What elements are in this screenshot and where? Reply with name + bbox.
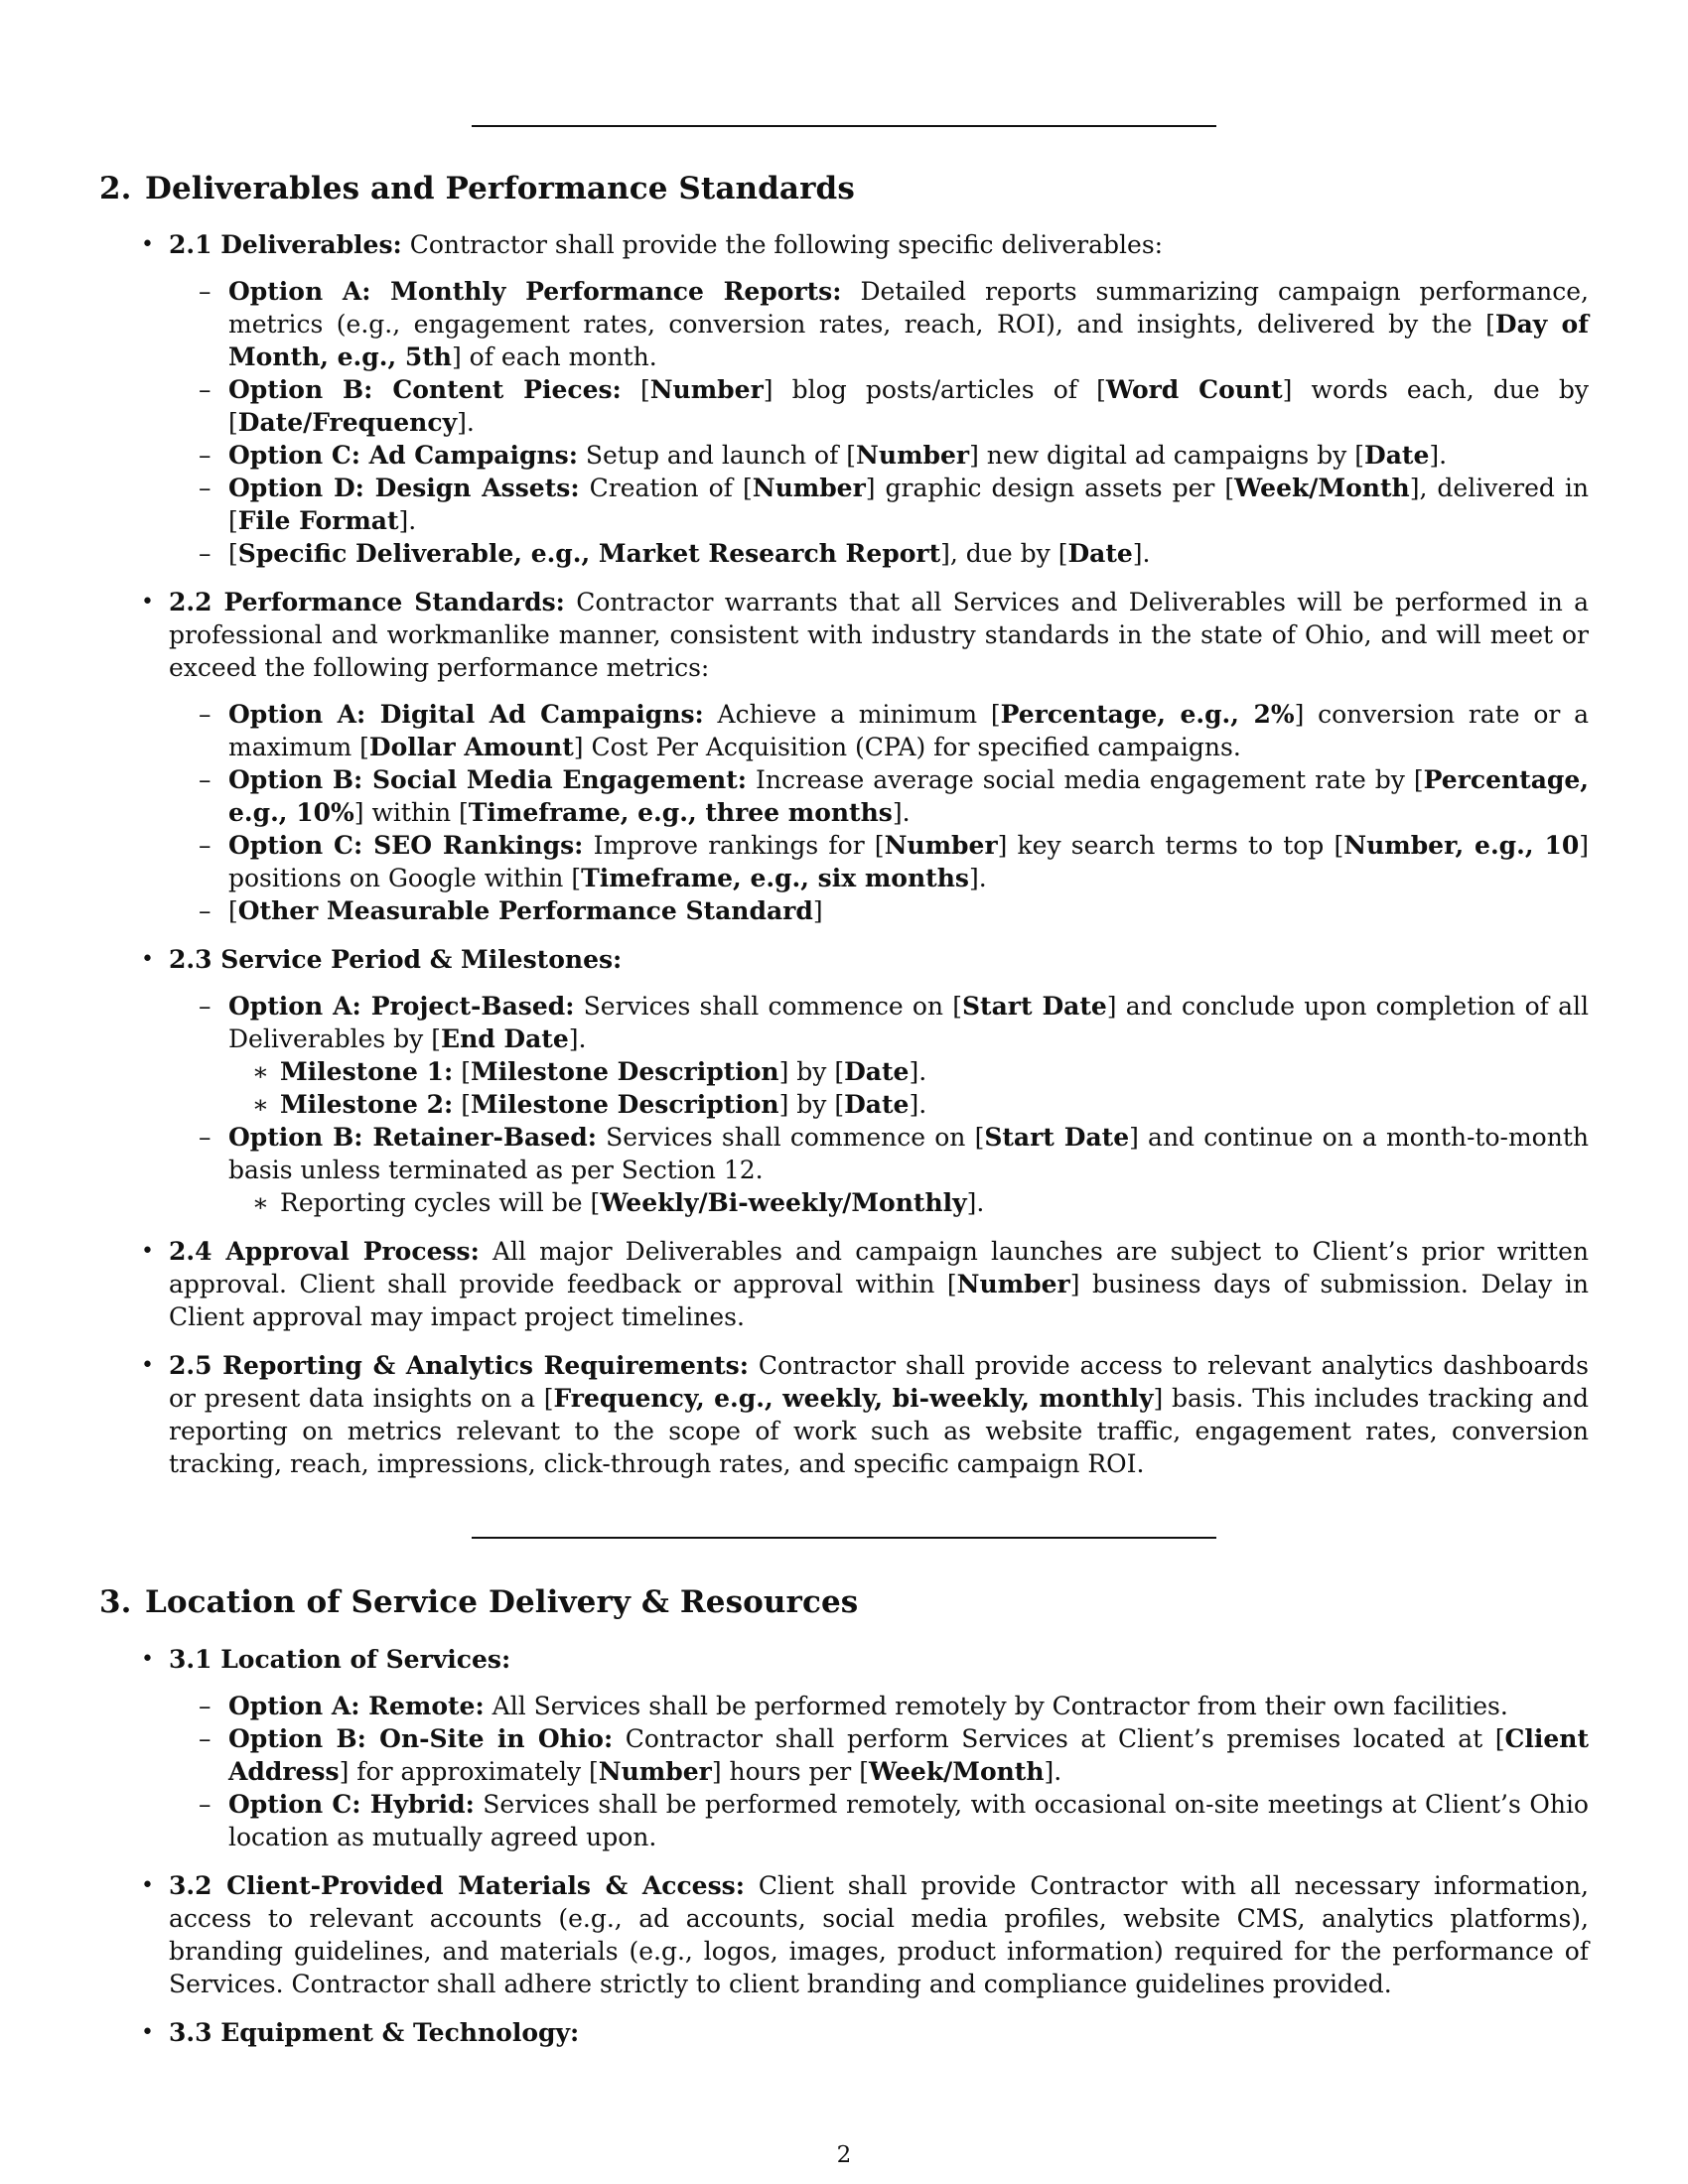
sub-list bbox=[199, 1690, 1589, 1853]
placeholder-field: End Date bbox=[441, 1024, 569, 1053]
milestone-label: Milestone 2: bbox=[280, 1090, 454, 1119]
text: ] basis. This includes tracking and reporting on metrics relevant to the scope of work such as website traffic, engagement rates, conversion tracking, reach, impressions, click-through rates, and specific campaign ROI. bbox=[169, 1384, 1589, 1478]
bullet-icon: • bbox=[141, 2020, 154, 2045]
asterisk-icon: ∗ bbox=[252, 1188, 269, 1217]
list-item-2-3 bbox=[141, 943, 1589, 976]
bullet-icon: • bbox=[141, 1647, 154, 1672]
sub-item bbox=[199, 275, 1589, 373]
option-label: Option A: Project-Based: bbox=[228, 992, 575, 1021]
option-label: Option B: Content Pieces: bbox=[228, 375, 622, 404]
text: [ bbox=[461, 1057, 471, 1086]
milestone-item bbox=[252, 1055, 1589, 1088]
text: Contractor shall provide access to relevant analytics dashboards or present data insights on a [ bbox=[169, 1351, 1590, 1413]
dash-icon: – bbox=[199, 1724, 211, 1753]
list-item-2-4 bbox=[141, 1235, 1589, 1333]
milestone-list bbox=[252, 1055, 1589, 1121]
sub-item bbox=[199, 698, 1589, 763]
option-label: Option B: On-Site in Ohio: bbox=[228, 1724, 614, 1753]
item-label: 3.3 Equipment & Technology: bbox=[169, 2018, 580, 2047]
text: Services shall commence on [ bbox=[606, 1123, 985, 1152]
placeholder-field: Percentage, e.g., 10% bbox=[228, 765, 1590, 827]
dash-icon: – bbox=[199, 539, 211, 568]
placeholder-field: Number, e.g., 10 bbox=[1343, 831, 1580, 860]
section-heading bbox=[99, 171, 855, 206]
text: Detailed reports summarizing campaign performance, metrics (e.g., engagement rates, conversion rates, reach, ROI), and insights, delivered by the [ bbox=[228, 277, 1589, 339]
section-title: Location of Service Delivery & Resources bbox=[145, 1584, 859, 1620]
text: ] words each, due by [ bbox=[228, 375, 1589, 437]
text: ] of each month. bbox=[451, 342, 657, 371]
text: ]. bbox=[1044, 1757, 1062, 1786]
sub-item bbox=[199, 894, 1589, 927]
text: ] hours per [ bbox=[711, 1757, 869, 1786]
dash-icon: – bbox=[199, 375, 211, 404]
sub-list bbox=[199, 698, 1590, 927]
text: Services shall commence on [ bbox=[583, 992, 962, 1021]
section-title: Deliverables and Performance Standards bbox=[145, 171, 855, 206]
text: ]. bbox=[398, 506, 417, 535]
milestone-label: Milestone 1: bbox=[280, 1057, 454, 1086]
text: ] and conclude upon completion of all Deliverables by [ bbox=[228, 992, 1589, 1053]
placeholder-field: Day of Month, e.g., 5th bbox=[228, 310, 1589, 371]
sub-item bbox=[199, 472, 1590, 537]
list-item-2-2 bbox=[141, 586, 1590, 684]
dash-icon: – bbox=[199, 831, 211, 860]
text: ]. bbox=[1132, 539, 1151, 568]
text: ]. bbox=[909, 1057, 927, 1086]
text: Services shall be performed remotely, with occasional on-site meetings at Client’s Ohio location as mutually agreed upon. bbox=[228, 1790, 1589, 1851]
placeholder-field: Number bbox=[598, 1757, 712, 1786]
placeholder-field: Milestone Description bbox=[471, 1057, 779, 1086]
bullet-icon: • bbox=[141, 1353, 154, 1378]
text: ] graphic design assets per [ bbox=[865, 474, 1235, 502]
text: ], due by [ bbox=[940, 539, 1068, 568]
text: ]. bbox=[966, 1188, 985, 1217]
placeholder-field: Weekly/Bi-weekly/Monthly bbox=[600, 1188, 967, 1217]
list-item-3-3 bbox=[141, 2016, 1589, 2049]
text: ], delivered in [ bbox=[228, 474, 1590, 535]
placeholder-field: Client Address bbox=[228, 1724, 1589, 1786]
item-label: 3.1 Location of Services: bbox=[169, 1645, 511, 1674]
list-item-3-2 bbox=[141, 1869, 1589, 2000]
option-label: Option B: Social Media Engagement: bbox=[228, 765, 747, 794]
text: ]. bbox=[968, 864, 987, 892]
sub-item bbox=[199, 439, 1589, 472]
placeholder-field: Number bbox=[856, 441, 970, 470]
item-label: 2.2 Performance Standards: bbox=[169, 588, 565, 616]
placeholder-field: Week/Month bbox=[1234, 474, 1410, 502]
dash-icon: – bbox=[199, 1692, 211, 1720]
bullet-icon: • bbox=[141, 1239, 154, 1264]
placeholder-field: Timeframe, e.g., six months bbox=[581, 864, 969, 892]
sub-item bbox=[199, 1788, 1589, 1853]
placeholder-field: Number bbox=[752, 474, 866, 502]
text: ]. bbox=[892, 798, 911, 827]
item-label: 3.2 Client-Provided Materials & Access: bbox=[169, 1871, 745, 1900]
placeholder-field: File Format bbox=[237, 506, 399, 535]
dash-icon: – bbox=[199, 700, 211, 729]
dash-icon: – bbox=[199, 277, 211, 306]
horizontal-rule bbox=[472, 1537, 1216, 1539]
list-item-3-1 bbox=[141, 1643, 1589, 1676]
asterisk-icon: ∗ bbox=[252, 1090, 269, 1119]
option-label: Option C: Hybrid: bbox=[228, 1790, 475, 1819]
text: ] within [ bbox=[353, 798, 469, 827]
text: Increase average social media engagement rate by [ bbox=[756, 765, 1424, 794]
section-heading bbox=[99, 1584, 858, 1620]
bullet-icon: • bbox=[141, 947, 154, 972]
placeholder-field: Week/Month bbox=[868, 1757, 1045, 1786]
option-label: Option A: Remote: bbox=[228, 1692, 485, 1720]
item-text: Contractor warrants that all Services and Deliverables will be performed in a professional and workmanlike manner, consistent with industry standards in the state of Ohio, and will meet or exceed the following performance metrics: bbox=[169, 588, 1590, 682]
placeholder-field: Date bbox=[1364, 441, 1430, 470]
dash-icon: – bbox=[199, 474, 211, 502]
bullet-icon: • bbox=[141, 232, 154, 257]
dash-icon: – bbox=[199, 1123, 211, 1152]
sub-item bbox=[199, 373, 1589, 439]
sub-item bbox=[199, 1121, 1589, 1186]
section-number: 2. bbox=[99, 171, 132, 206]
text: ] and continue on a month-to-month basis unless terminated as per Section 12. bbox=[228, 1123, 1589, 1184]
placeholder-field: Specific Deliverable, e.g., Market Research Report bbox=[237, 539, 941, 568]
section-body bbox=[0, 1643, 1688, 2049]
placeholder-field: Milestone Description bbox=[471, 1090, 779, 1119]
item-label: 2.4 Approval Process: bbox=[169, 1237, 480, 1266]
text: Improve rankings for [ bbox=[593, 831, 885, 860]
text: Setup and launch of [ bbox=[585, 441, 857, 470]
text: ] blog posts/articles of [ bbox=[763, 375, 1106, 404]
sub-item bbox=[199, 990, 1589, 1055]
sub-list bbox=[199, 990, 1589, 1219]
text: ] Cost Per Acquisition (CPA) for specified campaigns. bbox=[573, 733, 1241, 761]
item-label: 2.5 Reporting & Analytics Requirements: bbox=[169, 1351, 749, 1380]
text: All Services shall be performed remotely by Contractor from their own facilities. bbox=[492, 1692, 1508, 1720]
placeholder-field: Date bbox=[1067, 539, 1133, 568]
option-label: Option C: Ad Campaigns: bbox=[228, 441, 578, 470]
dash-icon: – bbox=[199, 992, 211, 1021]
placeholder-field: Date bbox=[844, 1057, 910, 1086]
text: [ bbox=[461, 1090, 471, 1119]
text: ]. bbox=[1429, 441, 1448, 470]
asterisk-icon: ∗ bbox=[252, 1057, 269, 1086]
sub-item bbox=[199, 763, 1590, 829]
text: ] by [ bbox=[778, 1057, 845, 1086]
section-number: 3. bbox=[99, 1584, 132, 1620]
bullet-icon: • bbox=[141, 590, 154, 614]
page-number: 2 bbox=[836, 2142, 852, 2168]
reporting-list bbox=[252, 1186, 1589, 1219]
option-label: Option B: Retainer-Based: bbox=[228, 1123, 597, 1152]
placeholder-field: Start Date bbox=[961, 992, 1107, 1021]
horizontal-rule bbox=[472, 125, 1216, 127]
placeholder-field: Frequency, e.g., weekly, bi-weekly, monthly bbox=[553, 1384, 1154, 1413]
placeholder-field: Percentage, e.g., 2% bbox=[1000, 700, 1295, 729]
text: ]. bbox=[909, 1090, 927, 1119]
placeholder-field: Dollar Amount bbox=[368, 733, 574, 761]
placeholder-field: Word Count bbox=[1105, 375, 1283, 404]
text: ] positions on Google within [ bbox=[228, 831, 1590, 892]
text: ] conversion rate or a maximum [ bbox=[228, 700, 1589, 761]
sub-item bbox=[199, 1690, 1589, 1722]
item-label: 2.3 Service Period & Milestones: bbox=[169, 945, 623, 974]
milestone-item bbox=[252, 1088, 1589, 1121]
text: Creation of [ bbox=[589, 474, 753, 502]
sub-list bbox=[199, 275, 1590, 570]
list-item-2-5 bbox=[141, 1349, 1590, 1480]
text: Contractor shall perform Services at Client’s premises located at [ bbox=[625, 1724, 1505, 1753]
dash-icon: – bbox=[199, 765, 211, 794]
text: ] bbox=[812, 896, 823, 925]
sub-item bbox=[199, 537, 1589, 570]
placeholder-field: Start Date bbox=[984, 1123, 1130, 1152]
text: All major Deliverables and campaign launches are subject to Client’s prior written approval. Client shall provide feedback or approval within [ bbox=[169, 1237, 1589, 1298]
option-label: Option A: Monthly Performance Reports: bbox=[228, 277, 842, 306]
dash-icon: – bbox=[199, 441, 211, 470]
dash-icon: – bbox=[199, 896, 211, 925]
placeholder-field: Timeframe, e.g., three months bbox=[468, 798, 893, 827]
list-item-2-1 bbox=[141, 228, 1589, 261]
option-label: Option C: SEO Rankings: bbox=[228, 831, 584, 860]
section-body bbox=[0, 228, 1688, 1480]
text: ] new digital ad campaigns by [ bbox=[969, 441, 1365, 470]
option-label: Option D: Design Assets: bbox=[228, 474, 580, 502]
placeholder-field: Number bbox=[649, 375, 764, 404]
text: Achieve a minimum [ bbox=[717, 700, 1001, 729]
text: ] key search terms to top [ bbox=[997, 831, 1344, 860]
bullet-icon: • bbox=[141, 1873, 154, 1898]
placeholder-field: Date bbox=[844, 1090, 910, 1119]
placeholder-field: Date/Frequency bbox=[237, 408, 458, 437]
placeholder-field: Number bbox=[956, 1270, 1070, 1298]
text: ] for approximately [ bbox=[339, 1757, 599, 1786]
text: Reporting cycles will be [ bbox=[280, 1188, 601, 1217]
text: ] by [ bbox=[778, 1090, 845, 1119]
item-label: 2.1 Deliverables: bbox=[169, 230, 402, 259]
text: [ bbox=[228, 896, 238, 925]
text: [ bbox=[228, 539, 238, 568]
item-text: Client shall provide Contractor with all necessary information, access to relevant accounts (e.g., ad accounts, social media profiles, website CMS, analytics platforms), branding guidelines, and materials (e.g., logos, images, product information) required for the performance of Services. Contractor shall adhere strictly to client branding and compliance guidelines provided. bbox=[169, 1871, 1589, 1998]
text: ]. bbox=[568, 1024, 587, 1053]
text: ]. bbox=[457, 408, 475, 437]
placeholder-field: Number bbox=[884, 831, 998, 860]
text: [ bbox=[639, 375, 650, 404]
dash-icon: – bbox=[199, 1790, 211, 1819]
sub-item bbox=[199, 829, 1590, 894]
sub-item bbox=[199, 1722, 1589, 1788]
reporting-item bbox=[252, 1186, 1589, 1219]
item-text: Contractor shall provide the following specific deliverables: bbox=[409, 230, 1164, 259]
placeholder-field: Other Measurable Performance Standard bbox=[237, 896, 813, 925]
option-label: Option A: Digital Ad Campaigns: bbox=[228, 700, 704, 729]
text: ] business days of submission. Delay in Client approval may impact project timelines. bbox=[169, 1270, 1589, 1331]
